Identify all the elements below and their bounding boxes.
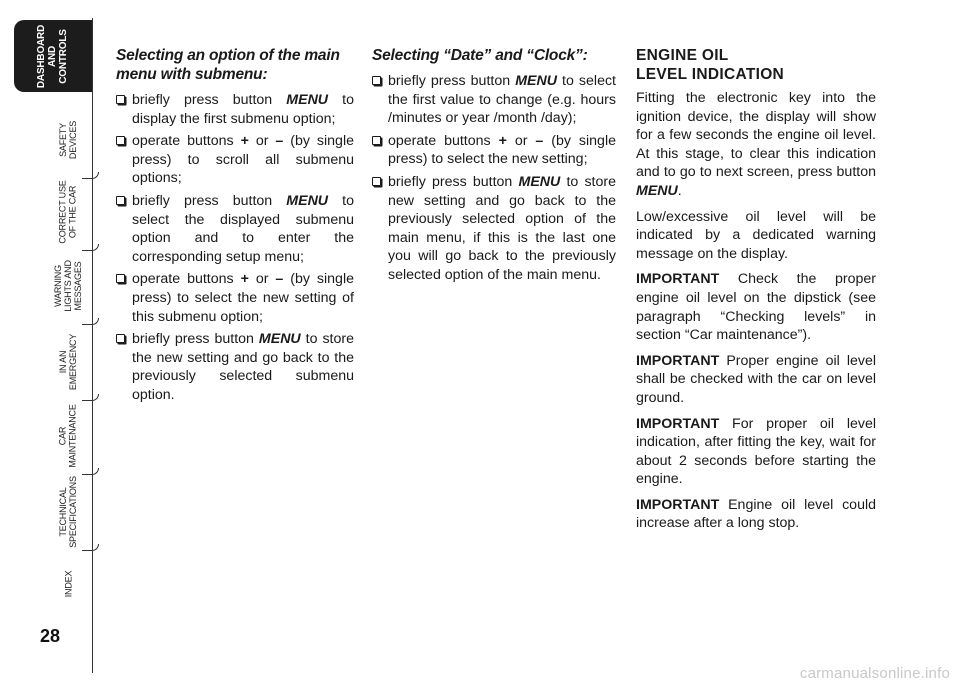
list-item: operate buttons + or – (by single press) to scroll all submenu options; bbox=[116, 132, 354, 188]
tab-label: IN AN EMERGENCY bbox=[58, 333, 78, 391]
tab-car-maintenance[interactable] bbox=[44, 400, 92, 472]
tab-label: CORRECT USE OF THE CAR bbox=[58, 180, 78, 244]
important-note: IMPORTANT Engine oil level could increase after a long stop. bbox=[636, 496, 876, 532]
list-item: briefly press button MENU to store the new setting and go back to the previously selected submenu option. bbox=[116, 330, 354, 404]
section-heading: ENGINE OIL LEVEL INDICATION bbox=[636, 47, 785, 83]
list-item: briefly press button MENU to display the first submenu option; bbox=[116, 91, 354, 128]
important-note: IMPORTANT For proper oil level indication, after fitting the key, wait for about 2 seconds before starting the engine. bbox=[636, 415, 876, 488]
tab-label: SAFETY DEVICES bbox=[58, 120, 78, 160]
page-number: 28 bbox=[39, 626, 61, 646]
paragraph: Low/excessive oil level will be indicated by a dedicated warning message on the display. bbox=[636, 208, 876, 262]
tab-technical-specifications[interactable] bbox=[44, 476, 92, 548]
list-item: operate buttons + or – (by single press) to select the new setting of this submenu option; bbox=[116, 270, 354, 326]
paragraph: Fitting the electronic key into the ignition device, the display will show for a few seconds the engine oil level. At this stage, to clear this indication and to go to next screen, press button MENU. bbox=[636, 90, 876, 199]
column-submenu bbox=[116, 46, 354, 409]
tab-dashboard-and-controls[interactable] bbox=[14, 20, 92, 92]
checkbox-bullet-icon bbox=[372, 177, 381, 186]
tab-label: DASHBOARD AND CONTROLS bbox=[36, 24, 70, 88]
tab-index[interactable] bbox=[44, 548, 92, 620]
tab-label: INDEX bbox=[62, 570, 73, 598]
checkbox-bullet-icon bbox=[116, 334, 125, 343]
tab-in-an-emergency[interactable] bbox=[44, 326, 92, 398]
tab-safety-devices[interactable] bbox=[44, 104, 92, 176]
checkbox-bullet-icon bbox=[116, 274, 125, 283]
column-date-clock bbox=[372, 46, 616, 289]
checkbox-bullet-icon bbox=[116, 136, 125, 145]
bullet-list bbox=[116, 91, 354, 405]
checkbox-bullet-icon bbox=[116, 95, 125, 104]
tab-label: TECHNICAL SPECIFICATIONS bbox=[58, 476, 79, 548]
checkbox-bullet-icon bbox=[372, 76, 381, 85]
watermark: carmanualsonline.info bbox=[799, 665, 950, 682]
bullet-list bbox=[372, 72, 616, 285]
important-note: IMPORTANT Proper engine oil level shall be checked with the car on level ground. bbox=[636, 352, 876, 406]
section-heading: Selecting “Date” and “Clock”: bbox=[372, 47, 588, 64]
tab-warning-lights-and-messages[interactable] bbox=[44, 250, 92, 322]
section-heading: Selecting an option of the main menu with submenu: bbox=[116, 47, 340, 83]
checkbox-bullet-icon bbox=[372, 136, 381, 145]
list-item: operate buttons + or – (by single press) to select the new setting; bbox=[372, 132, 616, 169]
tab-label: CAR MAINTENANCE bbox=[58, 404, 78, 468]
list-item: briefly press button MENU to store new setting and go back to the previously selected option of the main menu, if this is the last one you will go back to the previously selected option of the main menu. bbox=[372, 173, 616, 285]
tab-correct-use-of-the-car[interactable] bbox=[44, 176, 92, 248]
sidebar-line bbox=[92, 18, 93, 673]
tab-label: WARNING LIGHTS AND MESSAGES bbox=[53, 260, 84, 312]
column-engine-oil bbox=[636, 46, 876, 540]
important-note: IMPORTANT Check the proper engine oil level on the dipstick (see paragraph “Checking levels” in section “Car maintenance”). bbox=[636, 271, 876, 344]
section-sidebar bbox=[0, 0, 100, 692]
list-item: briefly press button MENU to select the first value to change (e.g. hours /minutes or year /month /day); bbox=[372, 72, 616, 128]
list-item: briefly press button MENU to select the displayed submenu option and to enter the corresponding setup menu; bbox=[116, 192, 354, 266]
checkbox-bullet-icon bbox=[116, 196, 125, 205]
